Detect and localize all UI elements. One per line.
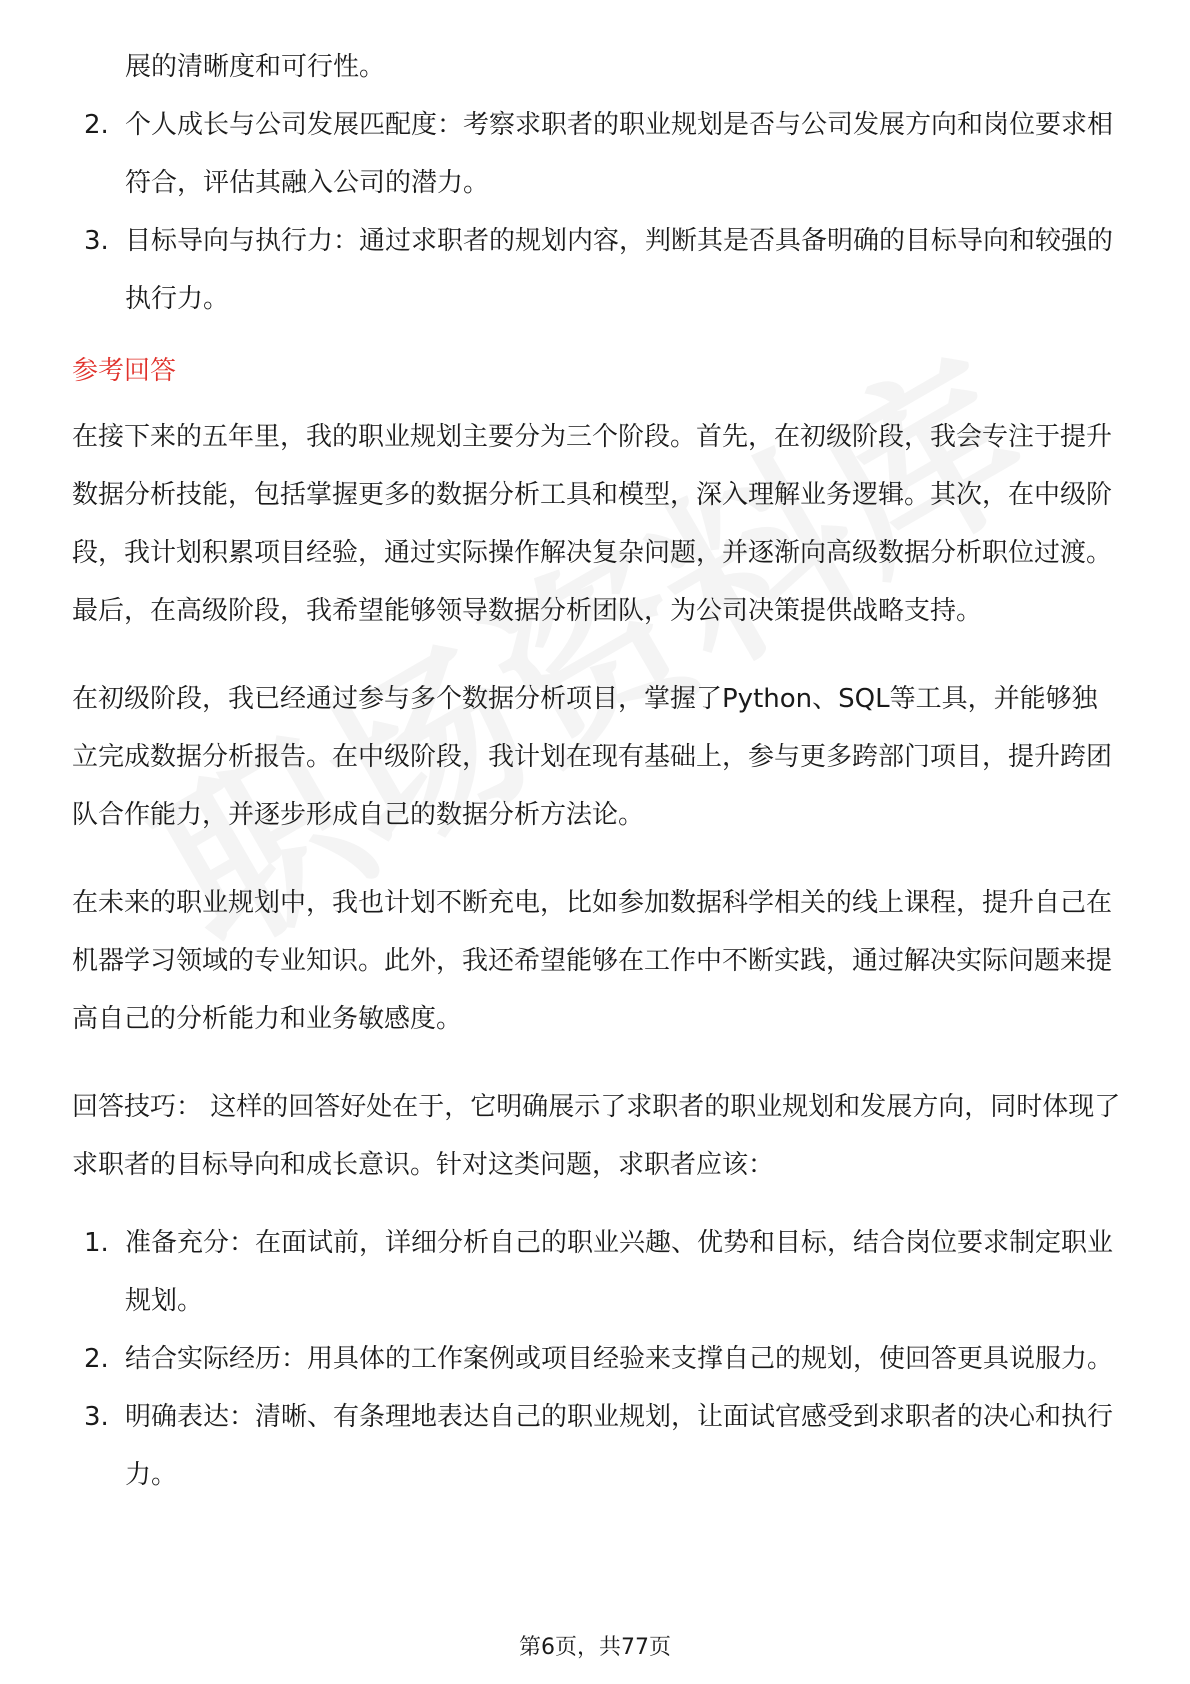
page-number-footer: 第6页，共77页 — [519, 1635, 671, 1660]
list-item — [72, 1388, 1122, 1504]
tips-intro-paragraph: 回答技巧： 这样的回答好处在于，它明确展示了求职者的职业规划和发展方向，同时体现了求职者的目标导向和成长意识。针对这类问题，求职者应该： — [72, 1092, 1121, 1180]
list-item — [72, 96, 1122, 212]
reference-answer-heading: 参考回答 — [72, 356, 177, 386]
list-number: 2. — [84, 1344, 109, 1374]
list-item — [72, 1214, 1122, 1330]
answer-tips-list — [72, 1214, 1122, 1504]
list-number: 2. — [84, 110, 109, 140]
list-item-text: 目标导向与执行力：通过求职者的规划内容，判断其是否具备明确的目标导向和较强的执行力。 — [125, 226, 1114, 314]
list-item-text: 个人成长与公司发展匹配度：考察求职者的职业规划是否与公司发展方向和岗位要求相符合，评估其融入公司的潜力。 — [125, 110, 1114, 198]
list-item — [72, 212, 1122, 328]
list-number: 3. — [84, 226, 109, 256]
answer-paragraph: 在接下来的五年里，我的职业规划主要分为三个阶段。首先，在初级阶段，我会专注于提升数据分析技能，包括掌握更多的数据分析工具和模型，深入理解业务逻辑。其次，在中级阶段，我计划积累项目经验，通过实际操作解决复杂问题，并逐渐向高级数据分析职位过渡。最后，在高级阶段，我希望能够领导数据分析团队，为公司决策提供战略支持。 — [72, 422, 1113, 626]
list-item-text: 准备充分：在面试前，详细分析自己的职业兴趣、优势和目标，结合岗位要求制定职业规划。 — [125, 1228, 1114, 1316]
answer-paragraph: 在初级阶段，我已经通过参与多个数据分析项目，掌握了Python、SQL等工具，并能够独立完成数据分析报告。在中级阶段，我计划在现有基础上，参与更多跨部门项目，提升跨团队合作能力，并逐步形成自己的数据分析方法论。 — [72, 684, 1113, 830]
answer-paragraph: 在未来的职业规划中，我也计划不断充电，比如参加数据科学相关的线上课程，提升自己在机器学习领域的专业知识。此外，我还希望能够在工作中不断实践，通过解决实际问题来提高自己的分析能力和业务敏感度。 — [72, 888, 1113, 1034]
list-item-text: 展的清晰度和可行性。 — [125, 52, 386, 82]
list-item-text: 结合实际经历：用具体的工作案例或项目经验来支撑自己的规划，使回答更具说服力。 — [125, 1344, 1114, 1374]
evaluation-criteria-list — [72, 38, 1122, 328]
list-item-text: 明确表达：清晰、有条理地表达自己的职业规划，让面试官感受到求职者的决心和执行力。 — [125, 1402, 1114, 1490]
list-item-continued — [72, 38, 1122, 96]
list-item — [72, 1330, 1122, 1388]
page-content — [72, 38, 1122, 1504]
list-number: 3. — [84, 1402, 109, 1432]
list-number: 1. — [84, 1228, 109, 1258]
